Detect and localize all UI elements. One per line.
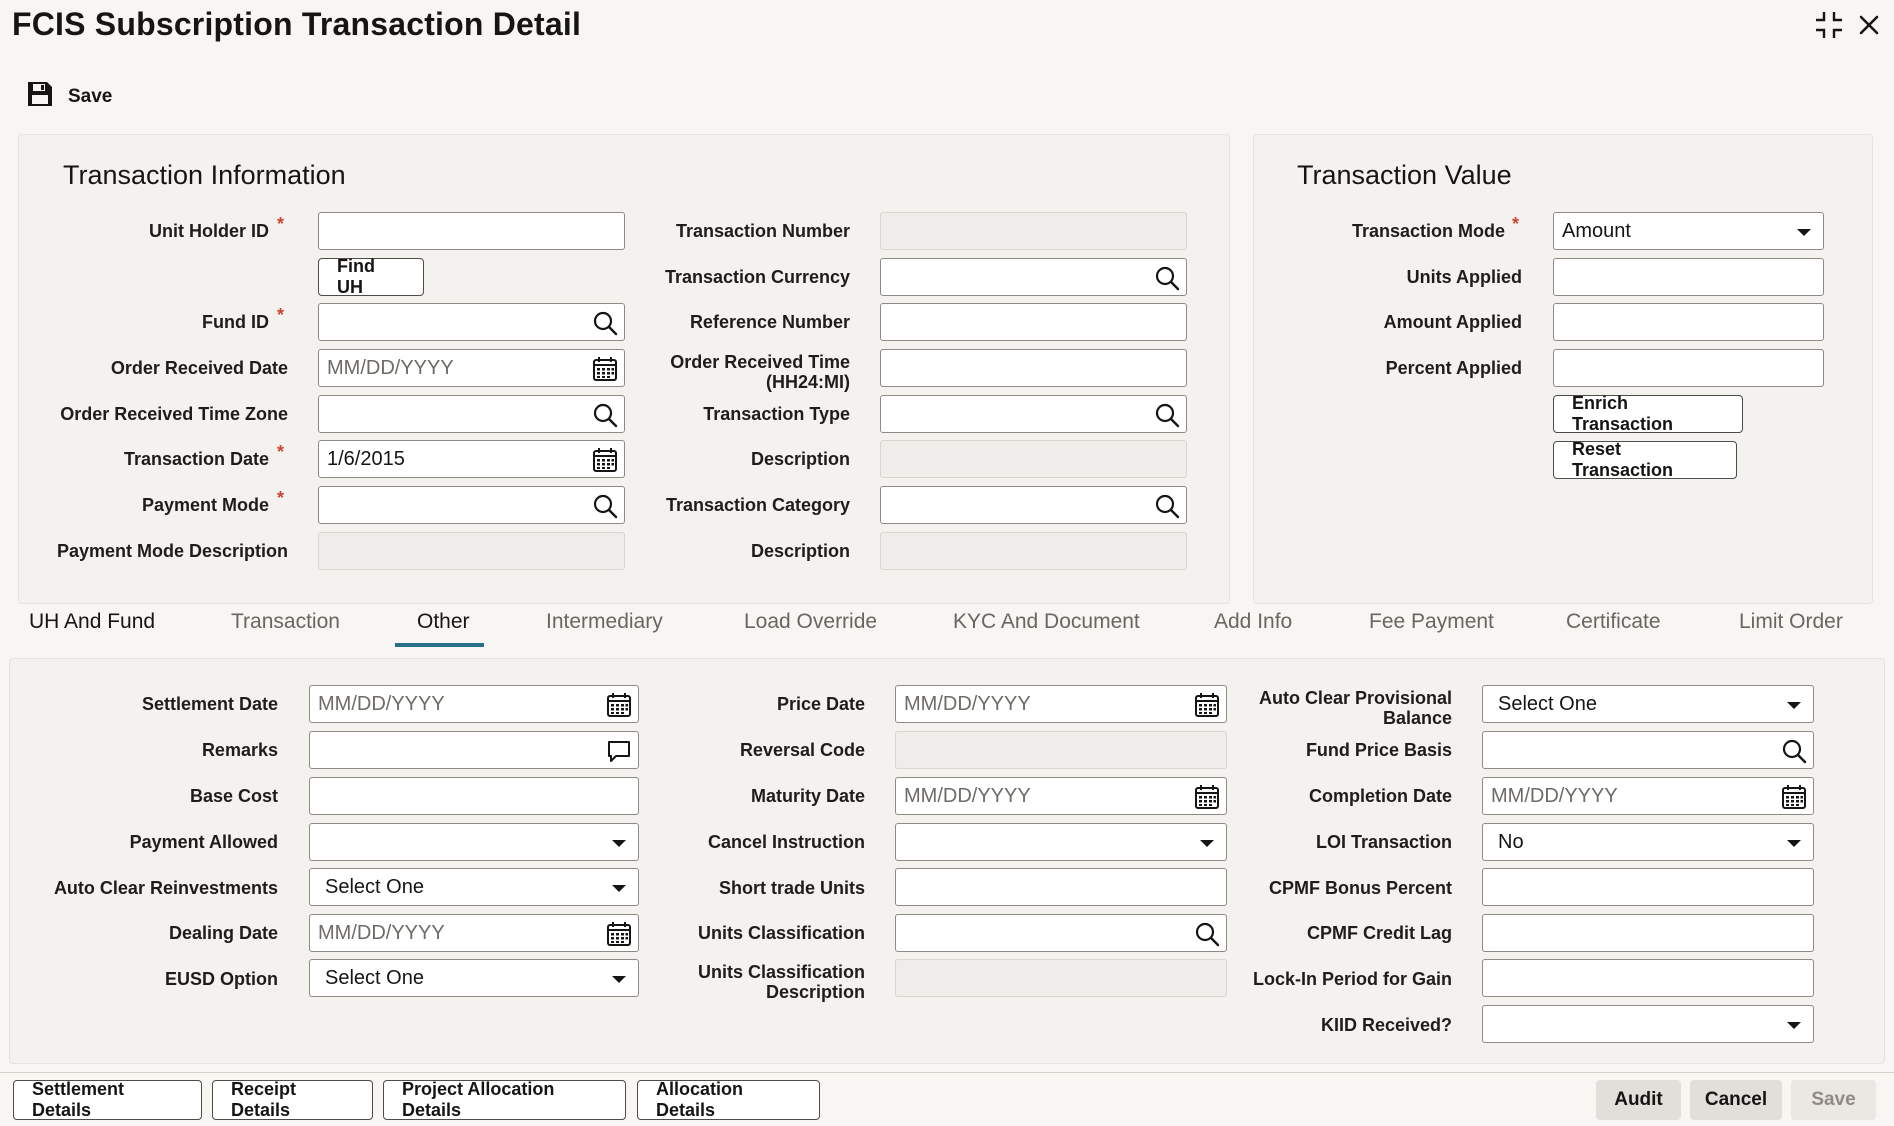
- description-label: Description: [750, 449, 850, 469]
- transaction-date-input[interactable]: 1/6/2015: [318, 440, 625, 478]
- save-label: Save: [68, 86, 113, 107]
- completion-date-input[interactable]: MM/DD/YYYY: [1482, 777, 1814, 815]
- auto-clear-reinvestments-label: Auto Clear Reinvestments: [53, 878, 278, 898]
- search-icon[interactable]: [1781, 738, 1807, 764]
- window-controls: [1814, 10, 1880, 40]
- base-cost-label: Base Cost: [189, 786, 278, 806]
- fund-price-basis-label: Fund Price Basis: [1305, 740, 1452, 760]
- chevron-down-icon: [1781, 692, 1807, 718]
- dealing-date-input[interactable]: MM/DD/YYYY: [309, 914, 639, 952]
- search-icon[interactable]: [1194, 921, 1220, 947]
- percent-applied-input[interactable]: [1553, 349, 1824, 387]
- chevron-down-icon: [1781, 830, 1807, 856]
- tab-load-override[interactable]: Load Override: [744, 610, 878, 633]
- cancel-button[interactable]: Cancel: [1690, 1080, 1782, 1120]
- amount-applied-label: Amount Applied: [1383, 312, 1522, 332]
- auto-clear-provisional-balance-select[interactable]: Select One: [1482, 685, 1814, 723]
- eusd-option-select[interactable]: Select One: [309, 959, 639, 997]
- payment-allowed-select[interactable]: [309, 823, 639, 861]
- tab-kyc-and-document[interactable]: KYC And Document: [953, 610, 1140, 633]
- short-trade-units-label: Short trade Units: [718, 878, 865, 898]
- transaction-mode-select[interactable]: Amount: [1553, 212, 1824, 250]
- save-icon: [26, 80, 54, 114]
- chevron-down-icon: [606, 830, 632, 856]
- reference-number-input[interactable]: [880, 303, 1187, 341]
- calendar-icon[interactable]: [1194, 784, 1220, 810]
- loi-transaction-label: LOI Transaction: [1315, 832, 1452, 852]
- units-classification-description-label-line2: Description: [765, 982, 865, 1002]
- transaction-currency-input[interactable]: [880, 258, 1187, 296]
- percent-applied-label: Percent Applied: [1385, 358, 1522, 378]
- auto-clear-reinvestments-select[interactable]: Select One: [309, 868, 639, 906]
- search-icon[interactable]: [1154, 265, 1180, 291]
- project-allocation-details-button[interactable]: Project Allocation Details: [383, 1080, 626, 1120]
- calendar-icon[interactable]: [1194, 692, 1220, 718]
- save-button[interactable]: Save: [1791, 1080, 1876, 1120]
- chevron-down-icon: [1791, 219, 1817, 245]
- description-field: [880, 440, 1187, 478]
- enrich-transaction-button[interactable]: Enrich Transaction: [1553, 395, 1743, 433]
- order-received-date-input[interactable]: MM/DD/YYYY: [318, 349, 625, 387]
- calendar-icon[interactable]: [592, 447, 618, 473]
- eusd-option-label: EUSD Option: [165, 969, 278, 989]
- search-icon[interactable]: [592, 493, 618, 519]
- reference-number-label: Reference Number: [689, 312, 850, 332]
- kiid-received-label: KIID Received?: [1320, 1015, 1452, 1035]
- cancel-instruction-label: Cancel Instruction: [707, 832, 865, 852]
- transaction-type-label: Transaction Type: [703, 404, 850, 424]
- transaction-type-input[interactable]: [880, 395, 1187, 433]
- required-marker: *: [1512, 214, 1520, 234]
- transaction-category-label: Transaction Category: [665, 495, 850, 515]
- loi-transaction-select[interactable]: No: [1482, 823, 1814, 861]
- category-description-label: Description: [750, 541, 850, 561]
- kiid-received-select[interactable]: [1482, 1005, 1814, 1043]
- auto-clear-provisional-balance-label: [1259, 688, 1452, 728]
- base-cost-input[interactable]: [309, 777, 639, 815]
- reset-transaction-button[interactable]: Reset Transaction: [1553, 441, 1737, 479]
- calendar-icon[interactable]: [592, 356, 618, 382]
- transaction-number-field: [880, 212, 1187, 250]
- required-marker: *: [277, 214, 285, 234]
- reversal-code-field: [895, 731, 1227, 769]
- active-tab-indicator: [395, 643, 484, 647]
- transaction-information-heading: Transaction Information: [63, 160, 346, 190]
- tab-intermediary[interactable]: Intermediary: [546, 610, 663, 633]
- remarks-label: Remarks: [201, 740, 278, 760]
- auto-clear-provisional-balance-label-line1: Auto Clear Provisional: [1258, 688, 1452, 708]
- unit-holder-id-input[interactable]: [318, 212, 625, 250]
- cancel-instruction-select[interactable]: [895, 823, 1227, 861]
- order-received-time-input[interactable]: [880, 349, 1187, 387]
- search-icon[interactable]: [592, 402, 618, 428]
- payment-mode-description-field: [318, 532, 625, 570]
- calendar-icon[interactable]: [606, 921, 632, 947]
- lock-in-period-label: Lock-In Period for Gain: [1252, 969, 1452, 989]
- fund-price-basis-input[interactable]: [1482, 731, 1814, 769]
- close-icon[interactable]: [1858, 14, 1880, 36]
- units-classification-description-field: [895, 959, 1227, 997]
- receipt-details-button[interactable]: Receipt Details: [212, 1080, 373, 1120]
- auto-clear-provisional-balance-label-line2: Balance: [1382, 708, 1452, 728]
- units-classification-description-label-line1: Units Classification: [697, 962, 865, 982]
- tab-other[interactable]: Other: [417, 610, 470, 633]
- remarks-input[interactable]: [309, 731, 639, 769]
- settlement-date-input[interactable]: MM/DD/YYYY: [309, 685, 639, 723]
- reversal-code-label: Reversal Code: [739, 740, 865, 760]
- price-date-label: Price Date: [776, 694, 865, 714]
- dealing-date-label: Dealing Date: [168, 923, 278, 943]
- transaction-number-label: Transaction Number: [675, 221, 850, 241]
- settlement-date-label: Settlement Date: [141, 694, 278, 714]
- chevron-down-icon: [606, 875, 632, 901]
- units-applied-input[interactable]: [1553, 258, 1824, 296]
- footer-divider: [0, 1072, 1894, 1073]
- units-applied-label: Units Applied: [1406, 267, 1522, 287]
- units-classification-label: Units Classification: [697, 923, 865, 943]
- find-uh-button[interactable]: Find UH: [318, 258, 424, 296]
- allocation-details-button[interactable]: Allocation Details: [637, 1080, 820, 1120]
- tab-certificate[interactable]: Certificate: [1566, 610, 1661, 633]
- short-trade-units-input[interactable]: [895, 868, 1227, 906]
- cpmf-bonus-percent-input[interactable]: [1482, 868, 1814, 906]
- fund-id-input[interactable]: [318, 303, 625, 341]
- transaction-value-heading: Transaction Value: [1297, 160, 1512, 190]
- order-received-time-zone-input[interactable]: [318, 395, 625, 433]
- tab-limit-order[interactable]: Limit Order: [1739, 610, 1843, 633]
- payment-mode-description-label: Payment Mode Description: [56, 541, 288, 561]
- chevron-down-icon: [606, 966, 632, 992]
- amount-applied-input[interactable]: [1553, 303, 1824, 341]
- order-received-time-label: [670, 352, 850, 392]
- order-received-time-label-line2: (HH24:MI): [766, 372, 850, 392]
- order-received-time-label-line1: Order Received Time: [670, 352, 850, 372]
- maturity-date-input[interactable]: MM/DD/YYYY: [895, 777, 1227, 815]
- payment-mode-input[interactable]: [318, 486, 625, 524]
- required-marker: *: [277, 488, 285, 508]
- chevron-down-icon: [1194, 830, 1220, 856]
- transaction-currency-label: Transaction Currency: [664, 267, 850, 287]
- completion-date-label: Completion Date: [1308, 786, 1452, 806]
- audit-button[interactable]: Audit: [1596, 1080, 1681, 1120]
- price-date-input[interactable]: MM/DD/YYYY: [895, 685, 1227, 723]
- calendar-icon[interactable]: [1781, 784, 1807, 810]
- units-classification-description-label: [698, 962, 865, 1002]
- required-marker: *: [277, 305, 285, 325]
- page-title: FCIS Subscription Transaction Detail: [12, 6, 582, 42]
- chevron-down-icon: [1781, 1012, 1807, 1038]
- tab-transaction[interactable]: Transaction: [231, 610, 340, 633]
- order-received-date-label: Order Received Date: [110, 358, 288, 378]
- payment-allowed-label: Payment Allowed: [129, 832, 278, 852]
- save-toolbar-button[interactable]: [26, 80, 112, 114]
- comment-icon[interactable]: [606, 738, 632, 764]
- order-received-time-zone-label: Order Received Time Zone: [60, 404, 288, 424]
- transaction-category-input[interactable]: [880, 486, 1187, 524]
- transaction-mode-label: Transaction Mode: [1351, 221, 1505, 241]
- unit-holder-id-label: Unit Holder ID: [149, 221, 269, 241]
- cpmf-bonus-percent-label: CPMF Bonus Percent: [1268, 878, 1452, 898]
- tab-add-info[interactable]: Add Info: [1214, 610, 1293, 633]
- fund-id-label: Fund ID: [202, 312, 269, 332]
- transaction-date-label: Transaction Date: [123, 449, 269, 469]
- lock-in-period-input[interactable]: [1482, 959, 1814, 997]
- payment-mode-label: Payment Mode: [141, 495, 269, 515]
- units-classification-input[interactable]: [895, 914, 1227, 952]
- category-description-field: [880, 532, 1187, 570]
- tab-uh-and-fund[interactable]: UH And Fund: [29, 610, 156, 633]
- collapse-icon[interactable]: [1814, 10, 1844, 40]
- tab-fee-payment[interactable]: Fee Payment: [1369, 610, 1494, 633]
- search-icon[interactable]: [592, 310, 618, 336]
- cpmf-credit-lag-input[interactable]: [1482, 914, 1814, 952]
- search-icon[interactable]: [1154, 402, 1180, 428]
- required-marker: *: [277, 442, 285, 462]
- calendar-icon[interactable]: [606, 692, 632, 718]
- cpmf-credit-lag-label: CPMF Credit Lag: [1306, 923, 1452, 943]
- settlement-details-button[interactable]: Settlement Details: [13, 1080, 202, 1120]
- maturity-date-label: Maturity Date: [750, 786, 865, 806]
- search-icon[interactable]: [1154, 493, 1180, 519]
